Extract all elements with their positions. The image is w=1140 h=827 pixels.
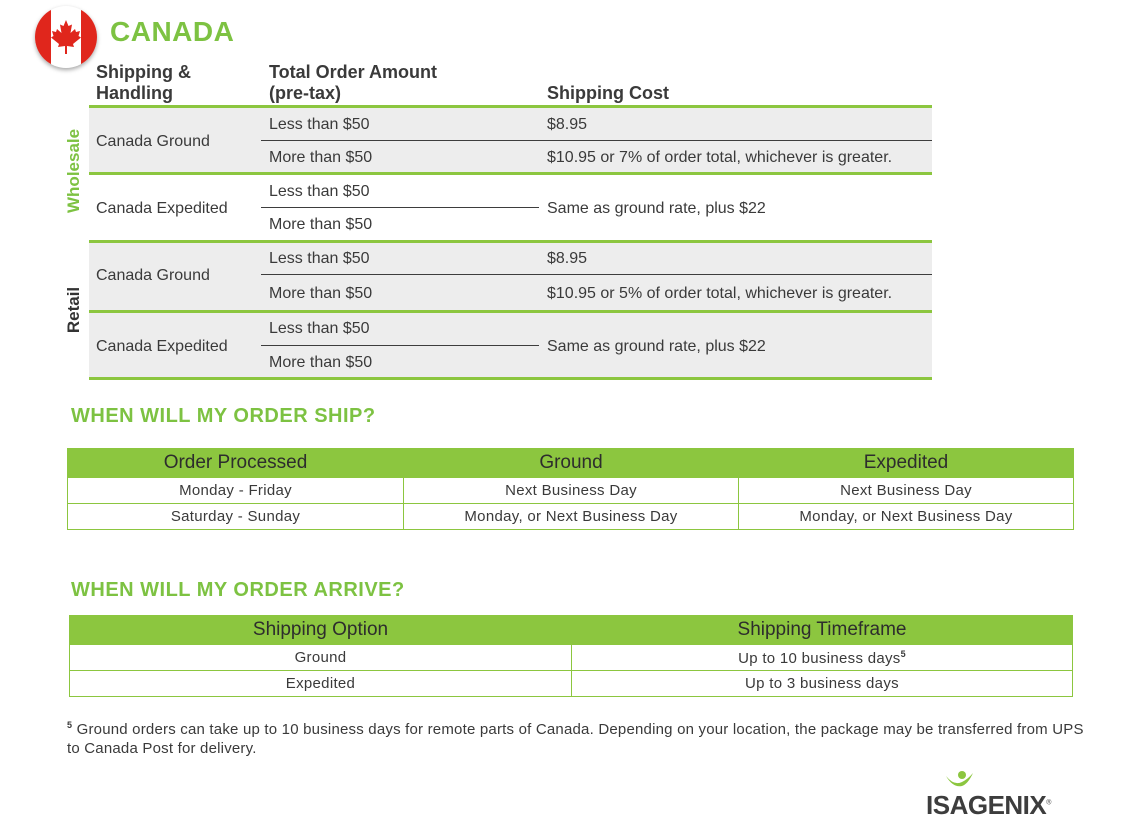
row-divider [261, 345, 539, 346]
isagenix-logo: ISAGENIX® [926, 790, 1051, 820]
header-order-processed: Order Processed [68, 449, 404, 478]
retail-expedited-cost: Same as ground rate, plus $22 [547, 338, 766, 355]
retail-expedited-more: More than $50 [269, 354, 373, 371]
ship-cell: Monday, or Next Business Day [404, 504, 739, 530]
column-header-shipping: Shipping & Handling [96, 62, 191, 103]
ship-cell: Next Business Day [739, 478, 1074, 504]
arrive-cell: Up to 3 business days [572, 671, 1073, 697]
wholesale-ground-label: Canada Ground [96, 133, 210, 150]
wholesale-expedited-more: More than $50 [269, 216, 373, 233]
canada-flag-icon [35, 6, 97, 68]
wholesale-expedited-label: Canada Expedited [96, 200, 228, 217]
table-row [68, 504, 1074, 530]
arrive-cell: Up to 10 business days$^5$ [572, 645, 1073, 671]
footnote-marker: 5 [900, 648, 906, 659]
row-divider [261, 140, 932, 141]
wholesale-ground-less: Less than $50 [269, 116, 370, 133]
wholesale-expedited-less: Less than $50 [269, 183, 370, 200]
retail-ground-more: More than $50 [269, 285, 373, 302]
header-shipping-option: Shipping Option [70, 616, 572, 645]
retail-expedited-label: Canada Expedited [96, 338, 228, 355]
wholesale-ground-more-cost: $10.95 or 7% of order total, whichever is greater. [547, 149, 893, 166]
row-divider [261, 274, 932, 275]
ship-table [67, 448, 1074, 530]
ship-header-row [68, 449, 1074, 478]
wholesale-ground-more: More than $50 [269, 149, 373, 166]
arrive-cell: Expedited [70, 671, 572, 697]
arrive-table [69, 615, 1073, 697]
table-row [70, 645, 1073, 671]
retail-ground-label: Canada Ground [96, 267, 210, 284]
footnote-mark: 5 [67, 720, 73, 730]
ship-heading: WHEN WILL MY ORDER SHIP? [71, 405, 376, 427]
ship-cell: Saturday - Sunday [68, 504, 404, 530]
column-header-amount: Total Order Amount (pre-tax) [269, 62, 437, 103]
arrive-header-row [70, 616, 1073, 645]
retail-ground-more-cost: $10.95 or 5% of order total, whichever is greater. [547, 285, 893, 302]
ship-cell: Monday - Friday [68, 478, 404, 504]
green-divider [89, 377, 932, 380]
retail-ground-less: Less than $50 [269, 250, 370, 267]
wholesale-ground-less-cost: $8.95 [547, 116, 588, 133]
arrive-cell: Ground [70, 645, 572, 671]
retail-label: Retail [64, 286, 83, 334]
table-row [68, 478, 1074, 504]
arrive-heading: WHEN WILL MY ORDER ARRIVE? [71, 579, 405, 601]
ship-cell: Next Business Day [404, 478, 739, 504]
footnote: $^5$ Ground orders can take up to 10 business days for remote parts of Canada. Depending on your location, the package may be transferred from UPS to Canada Post for delivery. [67, 720, 1084, 757]
retail-ground-less-cost: $8.95 [547, 250, 588, 267]
header-shipping-timeframe: Shipping Timeframe [572, 616, 1073, 645]
ship-cell: Monday, or Next Business Day [739, 504, 1074, 530]
row-divider [261, 207, 539, 208]
header-expedited: Expedited [739, 449, 1074, 478]
green-divider [89, 172, 932, 175]
table-row [70, 671, 1073, 697]
header-ground: Ground [404, 449, 739, 478]
wholesale-expedited-cost: Same as ground rate, plus $22 [547, 200, 766, 217]
column-header-cost: Shipping Cost [547, 83, 669, 103]
wholesale-label: Wholesale [64, 128, 83, 213]
page-title: CANADA [110, 16, 235, 47]
retail-expedited-less: Less than $50 [269, 320, 370, 337]
